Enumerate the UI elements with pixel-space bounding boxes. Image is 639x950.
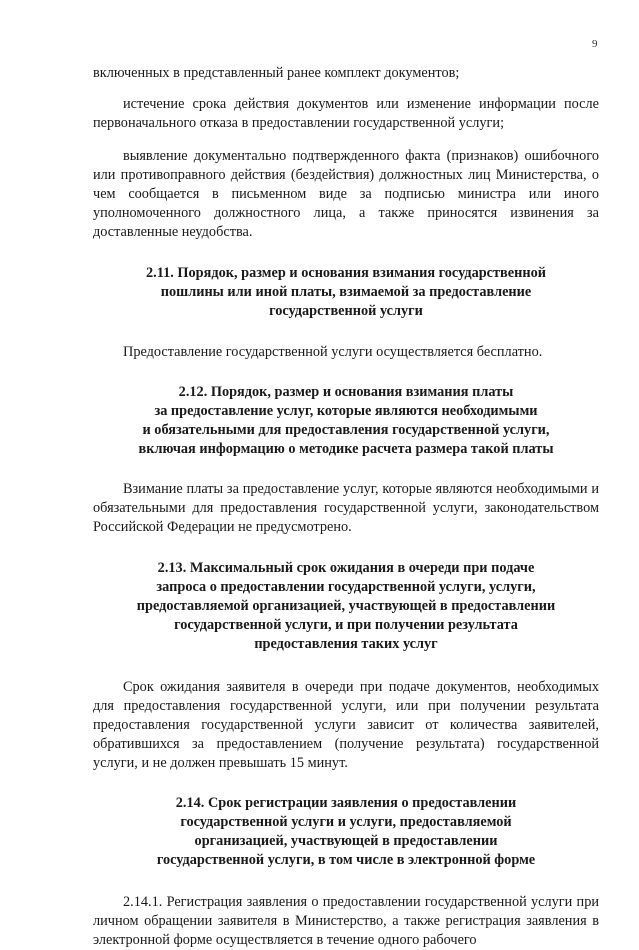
heading-line: 2.11. Порядок, размер и основания взимания государственной	[146, 265, 546, 281]
heading-line: и обязательными для предоставления государственной услуги,	[142, 422, 550, 438]
heading-line: организацией, участвующей в предоставлении	[194, 833, 498, 849]
heading-line: государственной услуги, в том числе в электронной форме	[156, 852, 536, 868]
paragraph: Предоставление государственной услуги осуществляется бесплатно.	[123, 344, 543, 360]
heading-line: 2.12. Порядок, размер и основания взимания платы	[178, 384, 514, 400]
document-body	[93, 64, 599, 950]
heading-line: запроса о предоставлении государственной услуги, услуги,	[156, 579, 536, 595]
heading-line: 2.14. Срок регистрации заявления о предоставлении	[175, 795, 517, 811]
section-heading-2-11	[93, 264, 599, 321]
heading-line: включая информацию о методике расчета размера такой платы	[138, 441, 554, 457]
heading-line: государственной услуги	[269, 303, 423, 319]
paragraph: выявление документально подтвержденного факта (признаков) ошибочного или противоправного действия (бездействия) должностных лиц Министерства, о чем сообщается в письменном виде за подписью министра или иного уполномоченного должностного лица, а также приносятся извинения за доставленные неудобства.	[93, 148, 599, 240]
paragraph: Срок ожидания заявителя в очереди при подаче документов, необходимых для предоставления государственной услуги, или при получении результата предоставления государственной услуги зависит от количества заявителей, обратившихся за предоставлением (получение результата) государственной услуги, и не должен превышать 15 минут.	[93, 679, 599, 771]
heading-line: государственной услуги, и при получении результата	[174, 617, 518, 633]
paragraph: Взимание платы за предоставление услуг, которые являются необходимыми и обязательными для предоставления государственной услуги, законодательством Российской Федерации не предусмотрено.	[93, 481, 599, 535]
heading-line: государственной услуги и услуги, предоставляемой	[180, 814, 512, 830]
section-heading-2-12	[93, 383, 599, 459]
section-heading-2-13	[93, 559, 599, 654]
heading-line: за предоставление услуг, которые являются необходимыми	[154, 403, 538, 419]
heading-line: предоставляемой организацией, участвующей в предоставлении	[136, 598, 556, 614]
section-heading-2-14	[93, 794, 599, 870]
paragraph: включенных в представленный ранее комплект документов;	[93, 65, 460, 81]
heading-line: 2.13. Максимальный срок ожидания в очереди при подаче	[157, 560, 535, 576]
page-number: 9	[592, 38, 598, 50]
heading-line: пошлины или иной платы, взимаемой за предоставление	[160, 284, 532, 300]
paragraph: истечение срока действия документов или изменение информации после первоначального отказа в предоставлении государственной услуги;	[93, 96, 599, 131]
paragraph: 2.14.1. Регистрация заявления о предоставлении государственной услуги при личном обращении заявителя в Министерство, а также регистрация заявления в электронной форме осуществляется в течение одного рабочего	[93, 894, 599, 948]
heading-line: предоставления таких услуг	[254, 636, 438, 652]
